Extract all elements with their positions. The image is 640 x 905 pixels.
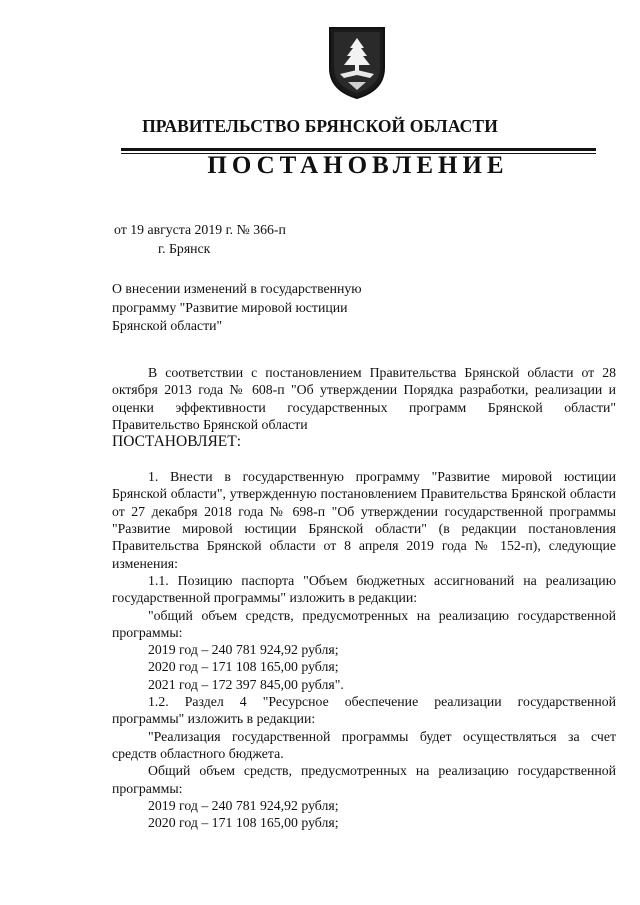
document-city: г. Брянск [158, 241, 211, 256]
item-1-1-paragraph: 1.1. Позицию паспорта "Объем бюджетных ассигнований на реализацию государственной программы" изложить в редакции: [112, 572, 616, 606]
budget-year-line: 2021 год – 172 397 845,00 рубля". [148, 676, 344, 692]
budget-year-line: 2020 год – 171 108 165,00 рубля; [148, 659, 339, 675]
coat-of-arms-emblem [326, 24, 388, 100]
total-2-paragraph: Общий объем средств, предусмотренных на реализацию государственной программы: [112, 763, 616, 796]
document-subject [112, 280, 362, 336]
subject-line: О внесении изменений в государственную [112, 281, 362, 296]
government-title: ПРАВИТЕЛЬСТВО БРЯНСКОЙ ОБЛАСТИ [142, 116, 498, 136]
document-body [112, 364, 616, 831]
intro-paragraph: В соответствии с постановлением Правительства Брянской области от 28 октября 2013 года № 608-п "Об утверждении Порядка разработки, реализации и оценки эффективности государственных программ Брянской области" Правительство Брянской области [112, 365, 616, 432]
budget-year-line: 2020 год – 171 108 165,00 рубля; [148, 815, 339, 831]
document-type-title: ПОСТАНОВЛЕНИЕ [207, 152, 509, 179]
subject-line: Брянской области" [112, 318, 223, 333]
budget-year-line: 2019 год – 240 781 924,92 рубля; [148, 797, 339, 813]
quote-1-paragraph: "общий объем средств, предусмотренных на реализацию государственной программы: [112, 607, 616, 640]
budget-year-line: 2019 год – 240 781 924,92 рубля; [148, 642, 339, 658]
quote-2-paragraph: "Реализация государственной программы будет осуществляться за счет средств областного бюджета. [112, 728, 616, 761]
document-date-number: от 19 августа 2019 г. № 366-п [114, 222, 286, 237]
subject-line: программу "Развитие мировой юстиции [112, 299, 348, 315]
decree-word: ПОСТАНОВЛЯЕТ: [112, 433, 242, 451]
item-1-paragraph: 1. Внести в государственную программу "Развитие мировой юстиции Брянской области", утвержденную постановлением Правительства Брянской области от 27 декабря 2018 года № 698-п "Об утверждении государственной программы "Развитие мировой юстиции Брянской области" (в редакции постановления Правительства Брянской области от 8 апреля 2019 года № 152-п), следующие изменения: [112, 469, 616, 571]
item-1-2-paragraph: 1.2. Раздел 4 "Ресурсное обеспечение реализации государственной программы" изложить в редакции: [112, 694, 616, 727]
